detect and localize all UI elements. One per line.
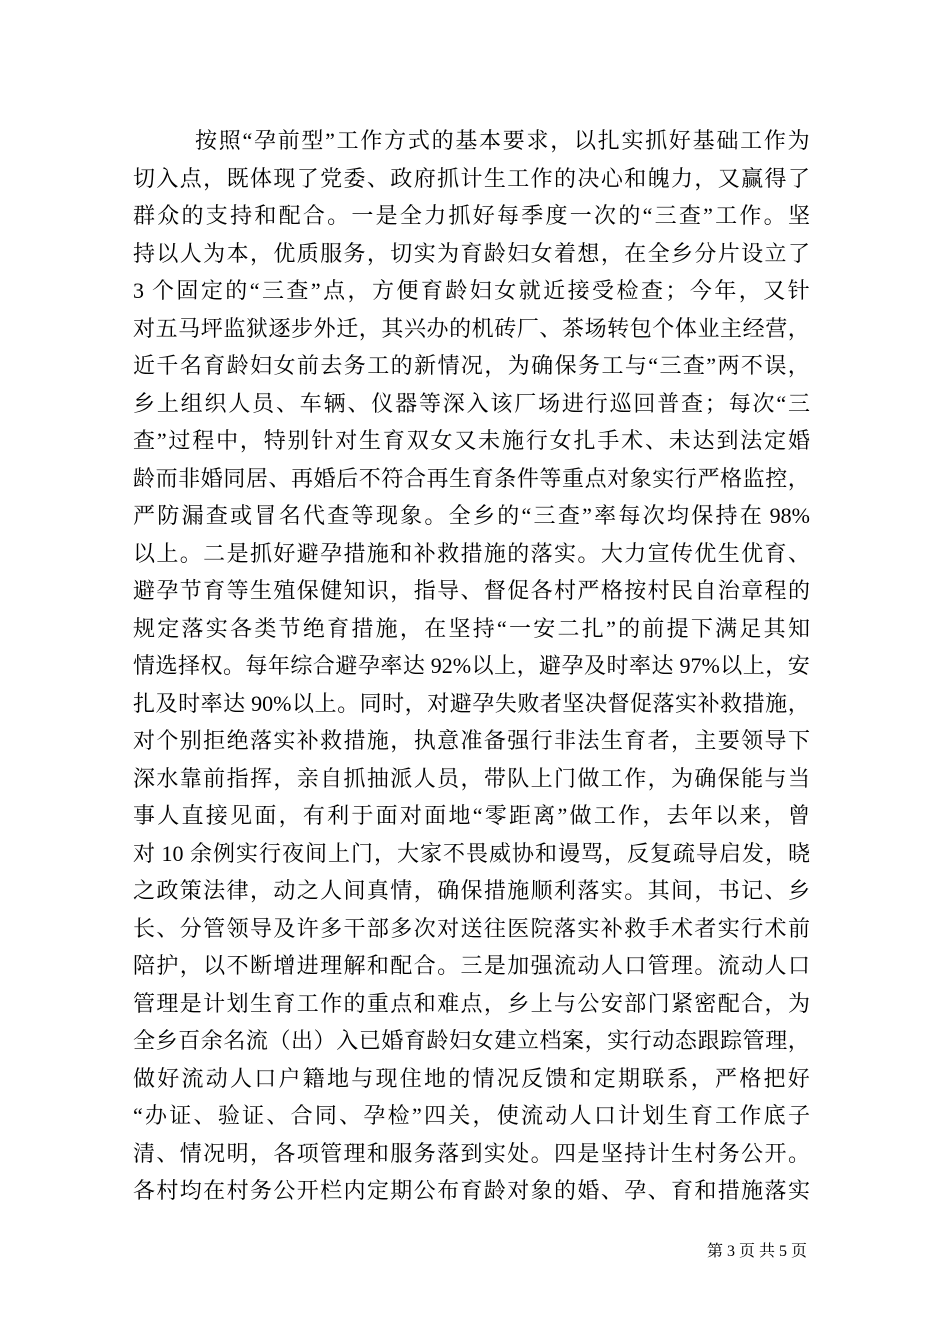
text-line: 查 ” 过 程 中 ， 特 别 针 对 生 育 双 女 又 未 施 行 女 扎 手 术 、 未 达 到 法 定 婚 bbox=[133, 428, 810, 453]
text-line: “ 办 证 、 验 证 、 合 同 、 孕 检 ” 四 关 ， 使 流 动 人 口 计 划 生 育 工 作 底 子 bbox=[133, 1103, 810, 1128]
text-line: 陪 护 ， 以 不 断 增 进 理 解 和 配 合 。 三 是 加 强 流 动 人 口 管 理 。 流 动 人 口 bbox=[133, 953, 810, 978]
text-line: 对 五 马 坪 监 狱 逐 步 外 迁 ， 其 兴 办 的 机 砖 厂 、 茶 场 转 包 个 体 业 主 经 营 ， bbox=[133, 315, 810, 341]
text-line: 长 、 分 管 领 导 及 许 多 干 部 多 次 对 送 往 医 院 落 实 补 救 手 术 者 实 行 术 前 bbox=[133, 915, 810, 941]
text-line: 深 水 靠 前 指 挥 ， 亲 自 抓 抽 派 人 员 ， 带 队 上 门 做 工 作 ， 为 确 保 能 与 当 bbox=[133, 765, 810, 791]
text-line: 切 入 点 ， 既 体 现 了 党 委 、 政 府 抓 计 生 工 作 的 决 心 和 魄 力 ， 又 赢 得 了 bbox=[133, 165, 810, 191]
text-line: 严 防 漏 查 或 冒 名 代 查 等 现 象 。 全 乡 的 “ 三 查 ” 率 每 次 均 保 持 在 98% bbox=[133, 503, 810, 528]
text-line: 扎 及 时 率 达 90% 以 上 。 同 时 ， 对 避 孕 失 败 者 坚 决 督 促 落 实 补 救 措 施 ， bbox=[133, 690, 810, 716]
text-line: 对 10 余 例 实 行 夜 间 上 门 ， 大 家 不 畏 威 协 和 谩 骂 ， 反 复 疏 导 启 发 ， 晓 bbox=[133, 840, 810, 866]
text-line: 全 乡 百 余 名 流 （ 出 ） 入 已 婚 育 龄 妇 女 建 立 档 案 ， 实 行 动 态 跟 踪 管 理 ， bbox=[133, 1028, 810, 1053]
text-line: 规 定 落 实 各 类 节 绝 育 措 施 ， 在 坚 持 “ 一 安 二 扎 ” 的 前 提 下 满 足 其 知 bbox=[133, 615, 810, 641]
text-line: 避 孕 节 育 等 生 殖 保 健 知 识 ， 指 导 、 督 促 各 村 严 格 按 村 民 自 治 章 程 的 bbox=[133, 578, 810, 603]
page-number-text: 第 3 页 共 5 页 bbox=[706, 1243, 807, 1260]
text-line: 持 以 人 为 本 ， 优 质 服 务 ， 切 实 为 育 龄 妇 女 着 想 ， 在 全 乡 分 片 设 立 了 bbox=[133, 240, 810, 266]
text-line: 管 理 是 计 划 生 育 工 作 的 重 点 和 难 点 ， 乡 上 与 公 安 部 门 紧 密 配 合 ， 为 bbox=[133, 990, 810, 1016]
text-line: 近 千 名 育 龄 妇 女 前 去 务 工 的 新 情 况 ， 为 确 保 务 工 与 “ 三 查 ” 两 不 误 ， bbox=[133, 353, 810, 378]
text-line: 各 村 均 在 村 务 公 开 栏 内 定 期 公 布 育 龄 对 象 的 婚 、 孕 、 育 和 措 施 落 实 bbox=[133, 1178, 810, 1203]
text-line: 乡 上 组 织 人 员 、 车 辆 、 仪 器 等 深 入 该 厂 场 进 行 巡 回 普 查 ； 每 次 “ 三 bbox=[133, 390, 810, 416]
text-line: 清 、 情 况 明 ， 各 项 管 理 和 服 务 落 到 实 处 。 四 是 坚 持 计 生 村 务 公 开 。 bbox=[133, 1140, 810, 1166]
text-line: 群 众 的 支 持 和 配 合 。 一 是 全 力 抓 好 每 季 度 一 次 的 “ 三 查 ” 工 作 。 坚 bbox=[133, 203, 810, 228]
text-line: 之 政 策 法 律 ， 动 之 人 间 真 情 ， 确 保 措 施 顺 利 落 实 。 其 间 ， 书 记 、 乡 bbox=[133, 878, 810, 903]
page-number-footer bbox=[707, 1242, 807, 1262]
text-line: 事 人 直 接 见 面 ， 有 利 于 面 对 面 地 “ 零 距 离 ” 做 工 作 ， 去 年 以 来 ， 曾 bbox=[133, 803, 810, 828]
text-line: 做 好 流 动 人 口 户 籍 地 与 现 住 地 的 情 况 反 馈 和 定 期 联 系 ， 严 格 把 好 bbox=[133, 1065, 810, 1091]
page-body bbox=[133, 122, 810, 1210]
text-line: 情 选 择 权 。 每 年 综 合 避 孕 率 达 92% 以 上 ， 避 孕 及 时 率 达 97% 以 上 ， 安 bbox=[133, 653, 810, 678]
text-line: 按 照 “ 孕 前 型 ” 工 作 方 式 的 基 本 要 求 ， 以 扎 实 抓 好 基 础 工 作 为 bbox=[195, 128, 810, 153]
text-line: 龄 而 非 婚 同 居 、 再 婚 后 不 符 合 再 生 育 条 件 等 重 点 对 象 实 行 严 格 监 控 ， bbox=[133, 465, 810, 491]
text-line: 3 个 固 定 的 “ 三 查 ” 点 ， 方 便 育 龄 妇 女 就 近 接 受 检 查 ； 今 年 ， 又 针 bbox=[133, 278, 810, 303]
text-line: 以 上 。 二 是 抓 好 避 孕 措 施 和 补 救 措 施 的 落 实 。 大 力 宣 传 优 生 优 育 、 bbox=[133, 540, 810, 566]
text-line: 对 个 别 拒 绝 落 实 补 救 措 施 ， 执 意 准 备 强 行 非 法 生 育 者 ， 主 要 领 导 下 bbox=[133, 728, 810, 753]
